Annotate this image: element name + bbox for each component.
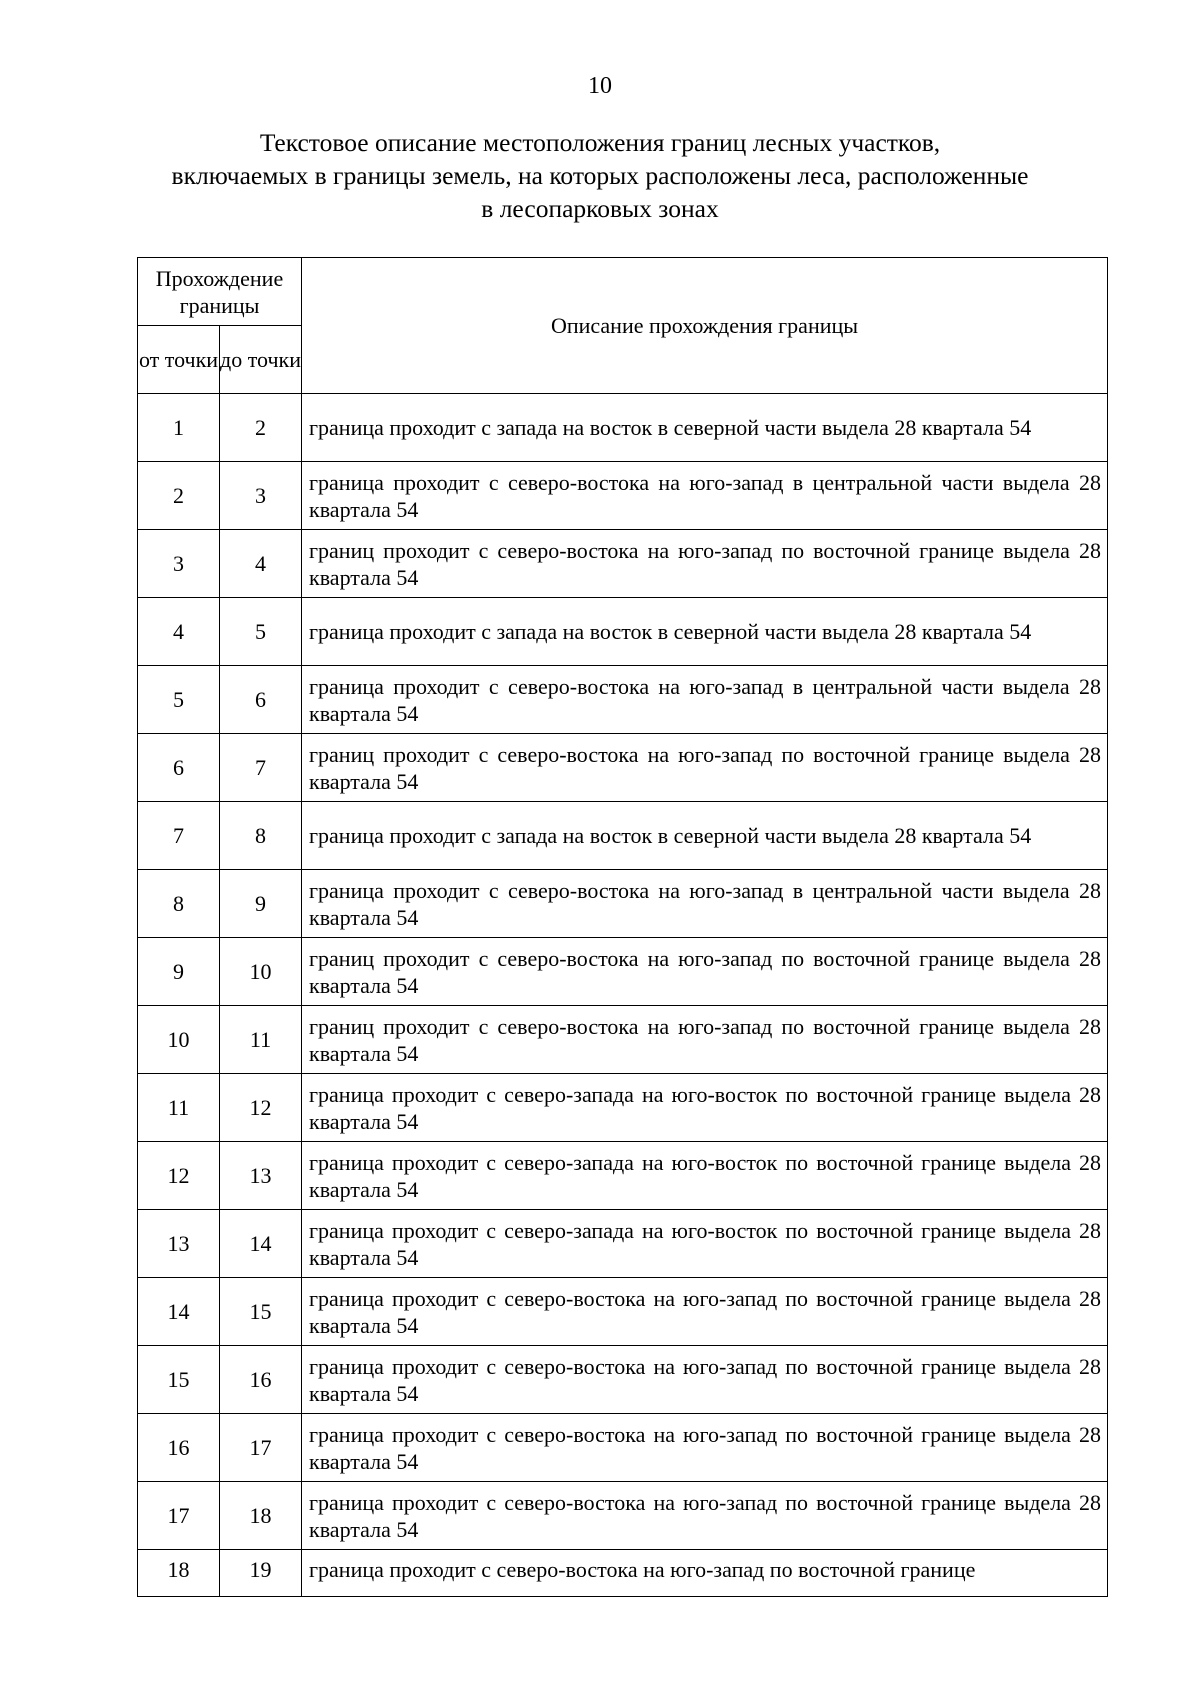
cell-description: граница проходит с северо-востока на юго-запад по восточной границе выдела 28 квартала 54 [302, 1414, 1108, 1482]
table-row [138, 1210, 1108, 1278]
cell-description: границ проходит с северо-востока на юго-запад по восточной границе выдела 28 квартала 54 [302, 1006, 1108, 1074]
cell-from-point: 7 [138, 802, 220, 870]
page-number: 10 [588, 73, 612, 99]
cell-description: граница проходит с северо-востока на юго-запад в центральной части выдела 28 квартала 54 [302, 870, 1108, 938]
table-row [138, 530, 1108, 598]
cell-description: граница проходит с северо-востока на юго-запад в центральной части выдела 28 квартала 54 [302, 462, 1108, 530]
cell-description: граница проходит с запада на восток в северной части выдела 28 квартала 54 [302, 394, 1108, 462]
cell-to-point: 15 [220, 1278, 302, 1346]
cell-to-point: 7 [220, 734, 302, 802]
cell-description: границ проходит с северо-востока на юго-запад по восточной границе выдела 28 квартала 54 [302, 530, 1108, 598]
header-description: Описание прохождения границы [302, 258, 1108, 394]
cell-description: граница проходит с северо-запада на юго-восток по восточной границе выдела 28 квартала 54 [302, 1074, 1108, 1142]
cell-from-point: 12 [138, 1142, 220, 1210]
cell-from-point: 6 [138, 734, 220, 802]
table-row [138, 1142, 1108, 1210]
header-from: от точки [138, 326, 220, 394]
cell-to-point: 10 [220, 938, 302, 1006]
cell-to-point: 11 [220, 1006, 302, 1074]
cell-from-point: 13 [138, 1210, 220, 1278]
cell-to-point: 3 [220, 462, 302, 530]
cell-from-point: 11 [138, 1074, 220, 1142]
table-row [138, 1550, 1108, 1597]
table-row [138, 1278, 1108, 1346]
cell-description: граница проходит с северо-востока на юго-запад по восточной границе выдела 28 квартала 54 [302, 1278, 1108, 1346]
cell-to-point: 9 [220, 870, 302, 938]
header-to: до точки [220, 326, 302, 394]
table-row [138, 598, 1108, 666]
cell-from-point: 16 [138, 1414, 220, 1482]
cell-from-point: 15 [138, 1346, 220, 1414]
cell-from-point: 9 [138, 938, 220, 1006]
table-row [138, 938, 1108, 1006]
table-row [138, 394, 1108, 462]
cell-to-point: 2 [220, 394, 302, 462]
document-title [120, 126, 1080, 225]
table-row [138, 1074, 1108, 1142]
cell-description: граница проходит с северо-востока на юго-запад по восточной границе [302, 1550, 1108, 1597]
cell-to-point: 8 [220, 802, 302, 870]
cell-to-point: 6 [220, 666, 302, 734]
cell-from-point: 5 [138, 666, 220, 734]
header-passage: Прохождение границы [138, 258, 302, 326]
title-line-1: Текстовое описание местоположения границ лесных участков, [259, 128, 941, 157]
table-row [138, 666, 1108, 734]
cell-to-point: 5 [220, 598, 302, 666]
table-row [138, 734, 1108, 802]
cell-to-point: 14 [220, 1210, 302, 1278]
table-row [138, 870, 1108, 938]
cell-to-point: 18 [220, 1482, 302, 1550]
cell-from-point: 1 [138, 394, 220, 462]
cell-to-point: 4 [220, 530, 302, 598]
table-row [138, 1482, 1108, 1550]
cell-to-point: 19 [220, 1550, 302, 1597]
cell-description: граница проходит с северо-запада на юго-восток по восточной границе выдела 28 квартала 54 [302, 1142, 1108, 1210]
cell-description: границ проходит с северо-востока на юго-запад по восточной границе выдела 28 квартала 54 [302, 938, 1108, 1006]
cell-from-point: 10 [138, 1006, 220, 1074]
cell-description: граница проходит с запада на восток в северной части выдела 28 квартала 54 [302, 598, 1108, 666]
title-line-3: в лесопарковых зонах [481, 194, 719, 223]
cell-description: граница проходит с северо-востока на юго-запад по восточной границе выдела 28 квартала 54 [302, 1482, 1108, 1550]
cell-to-point: 16 [220, 1346, 302, 1414]
table-row [138, 1006, 1108, 1074]
cell-from-point: 17 [138, 1482, 220, 1550]
table-row [138, 802, 1108, 870]
cell-description: граница проходит с северо-востока на юго-запад по восточной границе выдела 28 квартала 54 [302, 1346, 1108, 1414]
table-row [138, 1346, 1108, 1414]
cell-from-point: 4 [138, 598, 220, 666]
boundary-table [137, 257, 1108, 1597]
cell-description: граница проходит с запада на восток в северной части выдела 28 квартала 54 [302, 802, 1108, 870]
cell-from-point: 18 [138, 1550, 220, 1597]
cell-to-point: 17 [220, 1414, 302, 1482]
cell-to-point: 12 [220, 1074, 302, 1142]
table-row [138, 462, 1108, 530]
cell-from-point: 8 [138, 870, 220, 938]
title-line-2: включаемых в границы земель, на которых расположены леса, расположенные [171, 161, 1029, 190]
cell-from-point: 14 [138, 1278, 220, 1346]
cell-from-point: 2 [138, 462, 220, 530]
cell-description: границ проходит с северо-востока на юго-запад по восточной границе выдела 28 квартала 54 [302, 734, 1108, 802]
cell-to-point: 13 [220, 1142, 302, 1210]
cell-description: граница проходит с северо-востока на юго-запад в центральной части выдела 28 квартала 54 [302, 666, 1108, 734]
table-row [138, 1414, 1108, 1482]
cell-description: граница проходит с северо-запада на юго-восток по восточной границе выдела 28 квартала 54 [302, 1210, 1108, 1278]
cell-from-point: 3 [138, 530, 220, 598]
